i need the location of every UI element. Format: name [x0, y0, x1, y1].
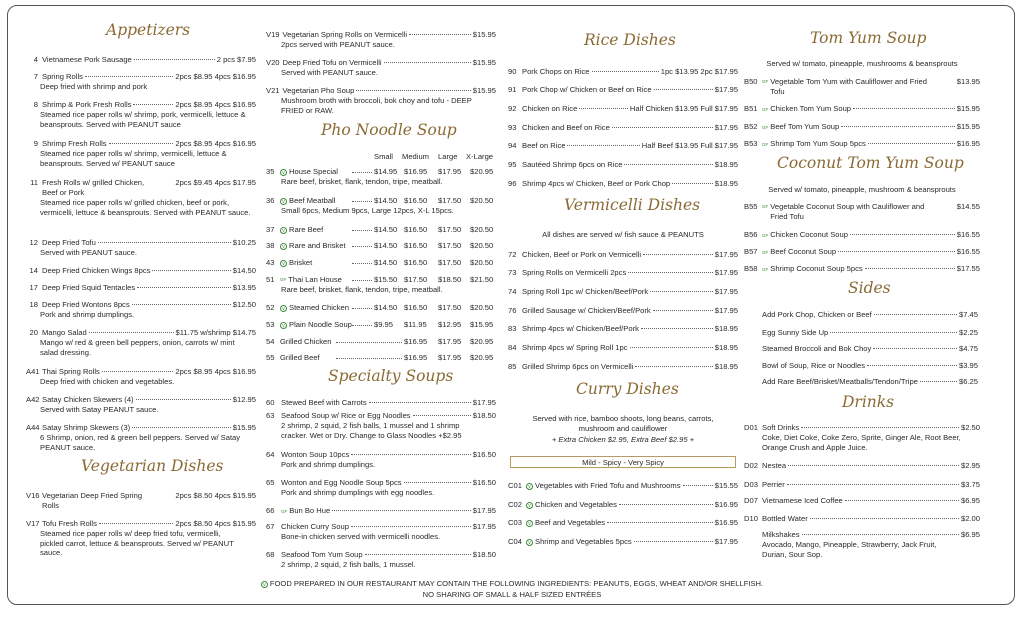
menu-item: 74 Spring Roll 1pc w/ Chicken/Beef/Pork $17.95: [508, 287, 738, 296]
menu-item: 76 Grilled Sausage w/ Chicken/Beef/Pork $17.95: [508, 306, 738, 315]
rice-title: Rice Dishes: [584, 31, 676, 49]
item-description: Pork and shrimp dumplings with egg noodles.: [281, 488, 435, 497]
menu-item: 67 Chicken Curry Soup $17.95: [266, 522, 496, 531]
size-small: Small: [374, 152, 393, 161]
menu-item: 14 Deep Fried Chicken Wings 8pcs $14.50: [29, 266, 256, 275]
menu-item: V21 Vegetarian Pho Soup $15.95: [266, 86, 496, 95]
menu-item: 55 Grilled Beef $16.95 $17.95 $20.95: [266, 353, 494, 362]
item-description: Served with PEANUT sauce.: [281, 68, 378, 77]
gluten-free-icon: GF: [762, 267, 769, 272]
allergy-notice: v FOOD PREPARED IN OUR RESTAURANT MAY CONTAIN THE FOLLOWING INGREDIENTS: PEANUTS, EGGS, WHEAT AND/OR SHELLFISH.: [0, 579, 1024, 589]
item-description: Steamed rice paper rolls w/ shrimp, pork, vermicelli, lettuce & beansprouts. Served with PEANUT sauce: [40, 110, 246, 129]
gluten-free-icon: GF: [762, 142, 769, 147]
menu-item: 92 Chicken on Rice Half Chicken $13.95 Full $17.95: [508, 104, 738, 113]
menu-item: 94 Beef on Rice Half Beef $13.95 Full $17.95: [508, 141, 738, 150]
menu-item: 64 Wonton Soup 10pcs $16.50: [266, 450, 496, 459]
vegetarian-icon: v: [280, 260, 287, 267]
menu-item: D02 Nestea $2.95: [744, 461, 980, 470]
sharing-notice: NO SHARING OF SMALL & HALF SIZED ENTRÉES: [422, 590, 602, 599]
coconut-title: Coconut Tom Yum Soup: [777, 154, 964, 172]
menu-item: 63 Seafood Soup w/ Rice or Egg Noodles $18.50: [266, 411, 496, 420]
vegetarian-icon: v: [526, 520, 533, 527]
menu-item: A44 Satay Shrimp Skewers (3) $15.95: [26, 423, 256, 432]
pho-title: Pho Noodle Soup: [321, 121, 457, 139]
menu-item: B53 GF Shrimp Tom Yum Soup 5pcs $16.95: [744, 139, 980, 148]
item-description: Coke, Diet Coke, Coke Zero, Sprite, Ginger Ale, Root Beer, Orange Crush and Apple Juice.: [762, 433, 961, 452]
menu-item: Add Pork Chop, Chicken or Beef $7.45: [762, 310, 978, 319]
menu-item: B52 GF Beef Tom Yum Soup $15.95: [744, 122, 980, 131]
menu-item: C01 v Vegetables with Fried Tofu and Mushrooms $15.55: [508, 481, 738, 490]
menu-item: 66 GF Bun Bo Hue $17.95: [266, 506, 496, 515]
gluten-free-icon: GF: [762, 233, 769, 238]
item-description: Rare beef, brisket, flank, tendon, tripe, meatball.: [281, 285, 443, 294]
item-description: Pork and shrimp dumplings.: [281, 460, 376, 469]
vegetarian-icon: v: [261, 581, 268, 588]
curry-extra: + Extra Chicken $2.95, Extra Beef $2.95 +: [551, 435, 695, 444]
menu-item: 72 Chicken, Beef or Pork on Vermicelli $17.95: [508, 250, 738, 259]
item-description: Small 6pcs, Medium 9pcs, Large 12pcs, X-L 15pcs.: [281, 206, 454, 215]
menu-item: D10 Bottled Water $2.00: [744, 514, 980, 523]
menu-item: V19 Vegetarian Spring Rolls on Vermicelli $15.95: [266, 30, 496, 39]
menu-item: 84 Shrimp 4pcs w/ Spring Roll 1pc $18.95: [508, 343, 738, 352]
vegetarian-icon: v: [526, 539, 533, 546]
item-description: Steamed rice paper rolls w/ shrimp, vermicelli, lettuce & beansprouts. Served w/ PEANUT sauce: [40, 149, 227, 168]
item-description: 2 shrimp, 2 squid, 2 fish balls, 1 mussel and 1 shrimp cracker. Wet or Dry. Change to Glass Noodles +$2.95: [281, 421, 462, 440]
item-description: Steamed rice paper rolls w/ deep fried tofu, vermicelli, pickled carrot, lettuce & beansprouts. Served w/ PEANUT sauce.: [40, 529, 234, 558]
size-large: Large: [438, 152, 458, 161]
menu-item: B57 GF Beef Coconut Soup $16.55: [744, 247, 980, 256]
menu-item: V20 Deep Fried Tofu on Vermicelli $15.95: [266, 58, 496, 67]
vegetarian-icon: v: [280, 305, 287, 312]
item-description: Mango w/ red & green bell peppers, onion, carrots w/ mint salad dressing.: [40, 338, 235, 357]
menu-item: 18 Deep Fried Wontons 8pcs $12.50: [29, 300, 256, 309]
menu-item: D07 Vietnamese Iced Coffee $6.95: [744, 496, 980, 505]
item-description: Bone-in chicken served with vermicelli noodles.: [281, 532, 441, 541]
menu-item: C04 v Shrimp and Vegetables 5pcs $17.95: [508, 537, 738, 546]
menu-item: V17 Tofu Fresh Rolls 2pcs $8.50 4pcs $15.95: [26, 519, 256, 528]
item-description: 6 Shrimp, onion, red & green bell peppers. Served w/ Satay PEANUT sauce.: [40, 433, 241, 452]
menu-item: B56 GF Chicken Coconut Soup $16.55: [744, 230, 980, 239]
menu-item: 4 Vietnamese Pork Sausage 2 pcs $7.95: [33, 55, 256, 64]
menu-item: Egg Sunny Side Up $2.25: [762, 328, 978, 337]
menu-item: A42 Satay Chicken Skewers (4) $12.95: [26, 395, 256, 404]
vegetarian-icon: v: [280, 198, 287, 205]
menu-item: B55 GF Vegetable Coconut Soup with Cauliflower and Fried Tofu $14.55: [744, 202, 980, 221]
menu-item: Bowl of Soup, Rice or Noodles $3.95: [762, 361, 978, 370]
gluten-free-icon: GF: [280, 277, 287, 283]
menu-item: B51 GF Chicken Tom Yum Soup $15.95: [744, 104, 980, 113]
item-description: Served with Satay PEANUT sauce.: [40, 405, 159, 414]
menu-item: D01 Soft Drinks $2.50: [744, 423, 980, 432]
gluten-free-icon: GF: [762, 107, 769, 112]
menu-item: 93 Chicken and Beef on Rice $17.95: [508, 123, 738, 132]
menu-item: V16 Vegetarian Deep Fried Spring Rolls 2pcs $8.50 4pcs $15.95: [26, 491, 256, 510]
menu-item: 37 v Rare Beef $14.50 $16.50 $17.50 $20.50: [266, 225, 494, 234]
item-description: 2 shrimp, 2 squid, 2 fish balls, 1 mussel.: [281, 560, 416, 569]
menu-item: B50 GF Vegetable Tom Yum with Cauliflower and Fried Tofu $13.95: [744, 77, 980, 96]
curry-subtitle: Served with rice, bamboo shoots, long beans, carrots, mushroom and cauliflower: [532, 414, 714, 433]
menu-item: C02 v Chicken and Vegetables $16.95: [508, 500, 738, 509]
specialty-title: Specialty Soups: [328, 367, 454, 385]
menu-item: 8 Shrimp & Pork Fresh Rolls 2pcs $8.95 4pcs $16.95: [33, 100, 256, 109]
menu-item: 53 v Plain Noodle Soup $9.95 $11.95 $12.95 $15.95: [266, 320, 494, 329]
tomyum-title: Tom Yum Soup: [810, 29, 927, 47]
menu-item: 60 Stewed Beef with Carrots $17.95: [266, 398, 496, 407]
vermicelli-title: Vermicelli Dishes: [564, 196, 701, 214]
item-description: Mushroom broth with broccoli, bok choy and tofu - DEEP FRIED or RAW.: [281, 96, 472, 115]
item-description: Steamed rice paper rolls w/ grilled chicken, beef or pork, vermicelli, lettuce & beansprouts. Served with PEANUT sauce.: [40, 198, 251, 217]
menu-item: 52 v Steamed Chicken $14.50 $16.50 $17.50 $20.50: [266, 303, 494, 312]
menu-item: 11 Fresh Rolls w/ grilled Chicken, Beef or Pork 2pcs $9.45 4pcs $17.95: [30, 178, 256, 197]
gluten-free-icon: GF: [281, 509, 288, 514]
menu-item: 36 v Beef Meatball $14.50 $16.50 $17.50 $20.50: [266, 196, 494, 205]
curry-title: Curry Dishes: [576, 380, 679, 398]
vegetarian-icon: v: [526, 483, 533, 490]
vegetarian-title: Vegetarian Dishes: [81, 457, 224, 475]
menu-item: Milkshakes $6.95: [762, 530, 980, 539]
menu-item: 20 Mango Salad $11.75 w/shrimp $14.75: [29, 328, 256, 337]
menu-item: 7 Spring Rolls 2pcs $8.95 4pcs $16.95: [33, 72, 256, 81]
menu-item: 91 Pork Chop w/ Chicken or Beef on Rice $17.95: [508, 85, 738, 94]
gluten-free-icon: GF: [762, 204, 769, 210]
menu-item: 35 v House Special $14.95 $16.95 $17.95 $20.95: [266, 167, 494, 176]
item-description: 2pcs served with PEANUT sauce.: [281, 40, 395, 49]
menu-item: B58 GF Shrimp Coconut Soup 5pcs $17.55: [744, 264, 980, 273]
vegetarian-icon: v: [280, 169, 287, 176]
menu-item: 51 GF Thai Lan House $15.50 $17.50 $18.50 $21.50: [266, 275, 494, 284]
size-medium: Medium: [402, 152, 430, 161]
vermicelli-subtitle: All dishes are served w/ fish sauce & PEANUTS: [542, 230, 704, 239]
menu-item: 9 Shrimp Fresh Rolls 2pcs $8.95 4pcs $16.95: [33, 139, 256, 148]
menu-item: 73 Spring Rolls on Vermicelli 2pcs $17.95: [508, 268, 738, 277]
sides-title: Sides: [848, 279, 891, 297]
drinks-title: Drinks: [842, 393, 895, 411]
spice-level-scale: Mild - Spicy - Very Spicy: [510, 456, 736, 468]
gluten-free-icon: GF: [762, 79, 769, 85]
vegetarian-icon: v: [280, 227, 287, 234]
vegetarian-icon: v: [280, 322, 287, 329]
menu-item: 83 Shrimp 4pcs w/ Chicken/Beef/Pork $18.95: [508, 324, 738, 333]
vegetarian-icon: v: [280, 243, 287, 250]
menu-item: Add Rare Beef/Brisket/Meatballs/Tendon/Tripe $6.25: [762, 377, 978, 386]
item-description: Deep fried with shrimp and pork: [40, 82, 148, 91]
menu-item: 12 Deep Fried Tofu $10.25: [29, 238, 256, 247]
item-description: Served with PEANUT sauce.: [40, 248, 137, 257]
gluten-free-icon: GF: [762, 250, 769, 255]
item-description: Pork and shrimp dumplings.: [40, 310, 135, 319]
tomyum-subtitle: Served w/ tomato, pineapple, mushrooms & beansprouts: [766, 59, 958, 68]
item-description: Avocado, Mango, Pineapple, Strawberry, Jack Fruit, Durian, Sour Sop.: [762, 540, 937, 559]
menu-item: D03 Perrier $3.75: [744, 480, 980, 489]
menu-item: 90 Pork Chops on Rice 1pc $13.95 2pc $17.95: [508, 67, 738, 76]
size-xlarge: X-Large: [466, 152, 494, 161]
menu-item: 68 Seafood Tom Yum Soup $18.50: [266, 550, 496, 559]
menu-item: C03 v Beef and Vegetables $16.95: [508, 518, 738, 527]
item-description: Deep fried with chicken and vegetables.: [40, 377, 175, 386]
vegetarian-icon: v: [526, 502, 533, 509]
menu-item: 43 v Brisket $14.50 $16.50 $17.50 $20.50: [266, 258, 494, 267]
gluten-free-icon: GF: [762, 125, 769, 130]
menu-item: 17 Deep Fried Squid Tentacles $13.95: [29, 283, 256, 292]
menu-item: 65 Wonton and Egg Noodle Soup 5pcs $16.50: [266, 478, 496, 487]
menu-item: 38 v Rare and Brisket $14.50 $16.50 $17.50 $20.50: [266, 241, 494, 250]
coconut-subtitle: Served w/ tomato, pineapple, mushroom & beansprouts: [768, 185, 956, 194]
menu-item: Steamed Broccoli and Bok Choy $4.75: [762, 344, 978, 353]
menu-item: 54 Grilled Chicken $16.95 $17.95 $20.95: [266, 337, 494, 346]
menu-item: 95 Sautéed Shrimp 6pcs on Rice $18.95: [508, 160, 738, 169]
menu-item: 85 Grilled Shrimp 6pcs on Vermicelli $18.95: [508, 362, 738, 371]
item-description: Rare beef, brisket, flank, tendon, tripe, meatball.: [281, 177, 443, 186]
menu-item: A41 Thai Spring Rolls 2pcs $8.95 4pcs $16.95: [26, 367, 256, 376]
appetizers-title: Appetizers: [106, 21, 191, 39]
menu-item: 96 Shrimp 4pcs w/ Chicken, Beef or Pork Chop $18.95: [508, 179, 738, 188]
